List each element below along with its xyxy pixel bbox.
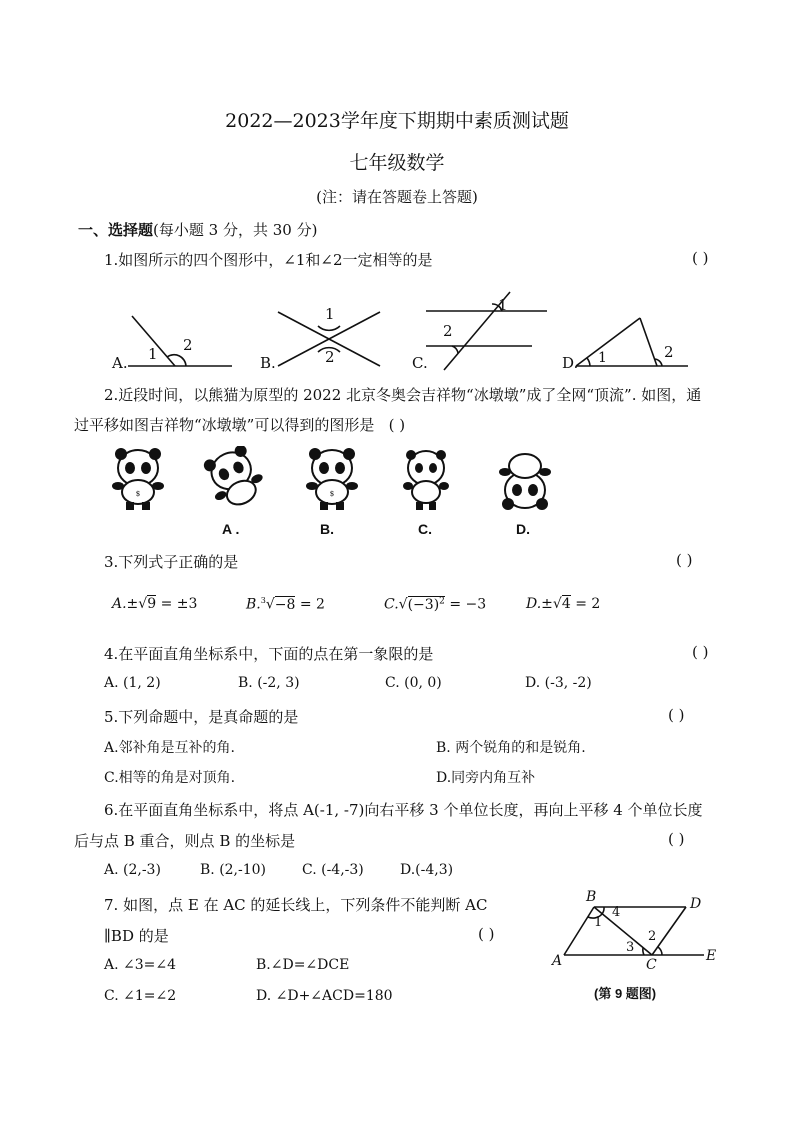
- q6-stem-line2: 后与点 B 重合，则点 B 的坐标是: [74, 832, 296, 850]
- q2-option-d-label: D.: [516, 521, 530, 537]
- q7-paren: ( ): [478, 925, 495, 943]
- panda-option-c-image: [400, 446, 452, 512]
- q2-option-a-label: A .: [222, 521, 240, 537]
- q3d-radicand: 4: [561, 596, 571, 612]
- q5-stem: 5.下列命题中，是真命题的是: [104, 708, 299, 726]
- q7-option-b: B.∠D=∠DCE: [256, 957, 350, 973]
- q1-paren: ( ): [692, 249, 709, 267]
- q6-option-d: D.(-4,3): [400, 862, 454, 878]
- exam-note: (注：请在答题卷上答题): [316, 188, 478, 206]
- panda-original-image: [108, 446, 168, 512]
- q4-option-c: C. (0, 0): [385, 675, 442, 691]
- q3b-radical-sign: √: [265, 596, 275, 613]
- panda-option-d-image: [494, 446, 556, 512]
- q4-option-b: B. (-2, 3): [238, 675, 300, 691]
- q1a-angle2: 2: [183, 336, 193, 354]
- q3d-radical-sign: √: [552, 596, 562, 612]
- q3-option-d: [526, 596, 600, 612]
- q7-arc-4: [602, 907, 604, 914]
- q5-option-a: A.邻补角是互补的角.: [104, 740, 236, 756]
- q3-stem: 3.下列式子正确的是: [104, 553, 239, 571]
- q3d-prefix: D.±: [526, 596, 553, 612]
- q1a-letter: A.: [112, 354, 128, 372]
- q3b-index: 3: [260, 596, 266, 605]
- exam-title: 2022—2023学年度下期期中素质测试题: [225, 110, 569, 132]
- svg-text:$: $: [135, 490, 141, 498]
- q4-stem: 4.在平面直角坐标系中，下面的点在第一象限的是: [104, 645, 434, 663]
- q3a-rhs: = ±3: [160, 596, 198, 612]
- q7-option-a: A. ∠3=∠4: [104, 957, 177, 973]
- q2-option-b-label: B.: [320, 521, 334, 537]
- section-desc: (每小题 3 分，共 30 分): [153, 221, 318, 239]
- section-label: 一、选择题: [78, 221, 154, 239]
- q1c-arc-bottom: [452, 346, 458, 353]
- q1d-angle2: 2: [664, 343, 674, 361]
- q3-option-c: [384, 596, 486, 613]
- svg-text:$: $: [329, 490, 335, 498]
- q3a-radicand: 9: [147, 596, 157, 612]
- q6-paren: ( ): [668, 830, 685, 848]
- q5-option-d: D.同旁内角互补: [436, 770, 536, 786]
- q7-angle-3: 3: [626, 940, 635, 955]
- q4-option-a: A. (1, 2): [104, 675, 161, 691]
- q1b-angle1: 1: [325, 305, 335, 323]
- q5-option-c: C.相等的角是对顶角.: [104, 770, 236, 786]
- q1d-angle1: 1: [598, 350, 607, 366]
- q2-paren: ( ): [388, 416, 406, 434]
- q4-paren: ( ): [692, 643, 709, 661]
- q2-stem-line1: 2.近段时间，以熊猫为原型的 2022 北京冬奥会吉祥物“冰墩墩”成了全网“顶流”. 如图，通: [104, 386, 702, 404]
- q3c-radicand: (−3): [407, 596, 440, 613]
- q7-label-b: B: [586, 889, 597, 905]
- q5-paren: ( ): [668, 706, 685, 724]
- q1c-angle1: 1: [498, 296, 508, 314]
- exam-subject: 七年级数学: [349, 152, 445, 174]
- q1b-letter: B.: [260, 354, 276, 372]
- q6-option-c: C. (-4,-3): [302, 862, 364, 878]
- q3c-exponent: 2: [439, 596, 445, 606]
- q7-label-d: D: [690, 896, 702, 912]
- q1c-angle2: 2: [443, 322, 453, 340]
- q1b-angle2: 2: [325, 348, 335, 366]
- q7-label-a: A: [552, 953, 563, 969]
- q1b-arc-top: [318, 326, 340, 330]
- q1c-letter: C.: [412, 354, 428, 372]
- q7-option-c: C. ∠1=∠2: [104, 988, 177, 1004]
- q7-line-cd: [652, 907, 686, 955]
- q1d-letter: D.: [562, 354, 579, 372]
- q6-option-b: B. (2,-10): [200, 862, 267, 878]
- q1-figures: [0, 290, 794, 390]
- q5-option-b: B. 两个锐角的和是锐角.: [436, 740, 586, 756]
- q6-option-a: A. (2,-3): [104, 862, 161, 878]
- q7-figure-caption: (第 9 题图): [594, 986, 657, 1001]
- q7-stem-line2: ∥BD 的是: [104, 927, 169, 945]
- q1a-angle1: 1: [148, 345, 158, 363]
- q7-label-e: E: [706, 948, 717, 964]
- q3c-rhs: = −3: [449, 596, 487, 613]
- q3c-radical-sign: √: [398, 596, 408, 613]
- q3-paren: ( ): [676, 551, 693, 569]
- q7-angle-2: 2: [648, 929, 657, 944]
- q3c-prefix: C.: [384, 596, 399, 613]
- section-heading: [78, 219, 317, 240]
- q3d-rhs: = 2: [575, 596, 601, 612]
- q3-option-b: [246, 596, 325, 613]
- q1d-left: [576, 318, 640, 366]
- panda-option-b-image: [302, 446, 362, 512]
- q3b-prefix: B.: [246, 596, 261, 613]
- q3a-radical-sign: √: [138, 596, 148, 612]
- q7-angle-1: 1: [594, 915, 603, 930]
- q2-stem-text: 过平移如图吉祥物“冰墩墩”可以得到的图形是: [74, 416, 375, 434]
- panda-option-a-image: [202, 446, 268, 512]
- q3b-rhs: = 2: [299, 596, 325, 613]
- q7-angle-4: 4: [612, 905, 621, 920]
- q2-option-c-label: C.: [418, 521, 432, 537]
- q3b-radicand: −8: [274, 596, 296, 613]
- q3c-radicand-box: [408, 596, 445, 613]
- q7-label-c: C: [646, 957, 657, 973]
- q7-line-ab: [564, 907, 594, 955]
- q7-option-d: D. ∠D+∠ACD=180: [256, 988, 393, 1004]
- q7-stem-line1: 7. 如图，点 E 在 AC 的延长线上，下列条件不能判断 AC: [104, 896, 488, 914]
- q4-option-d: D. (-3, -2): [525, 675, 592, 691]
- q1-stem: 1.如图所示的四个图形中，∠1和∠2一定相等的是: [104, 251, 433, 269]
- q6-stem-line1: 6.在平面直角坐标系中，将点 A(-1, -7)向右平移 3 个单位长度，再向上平移 4 个单位长度: [104, 801, 703, 819]
- q2-stem-line2: [74, 414, 405, 435]
- q3a-prefix: A.±: [112, 596, 139, 612]
- q3-option-a: [112, 596, 197, 612]
- q1d-arc-left: [587, 358, 590, 366]
- q7-arc-2: [658, 947, 662, 955]
